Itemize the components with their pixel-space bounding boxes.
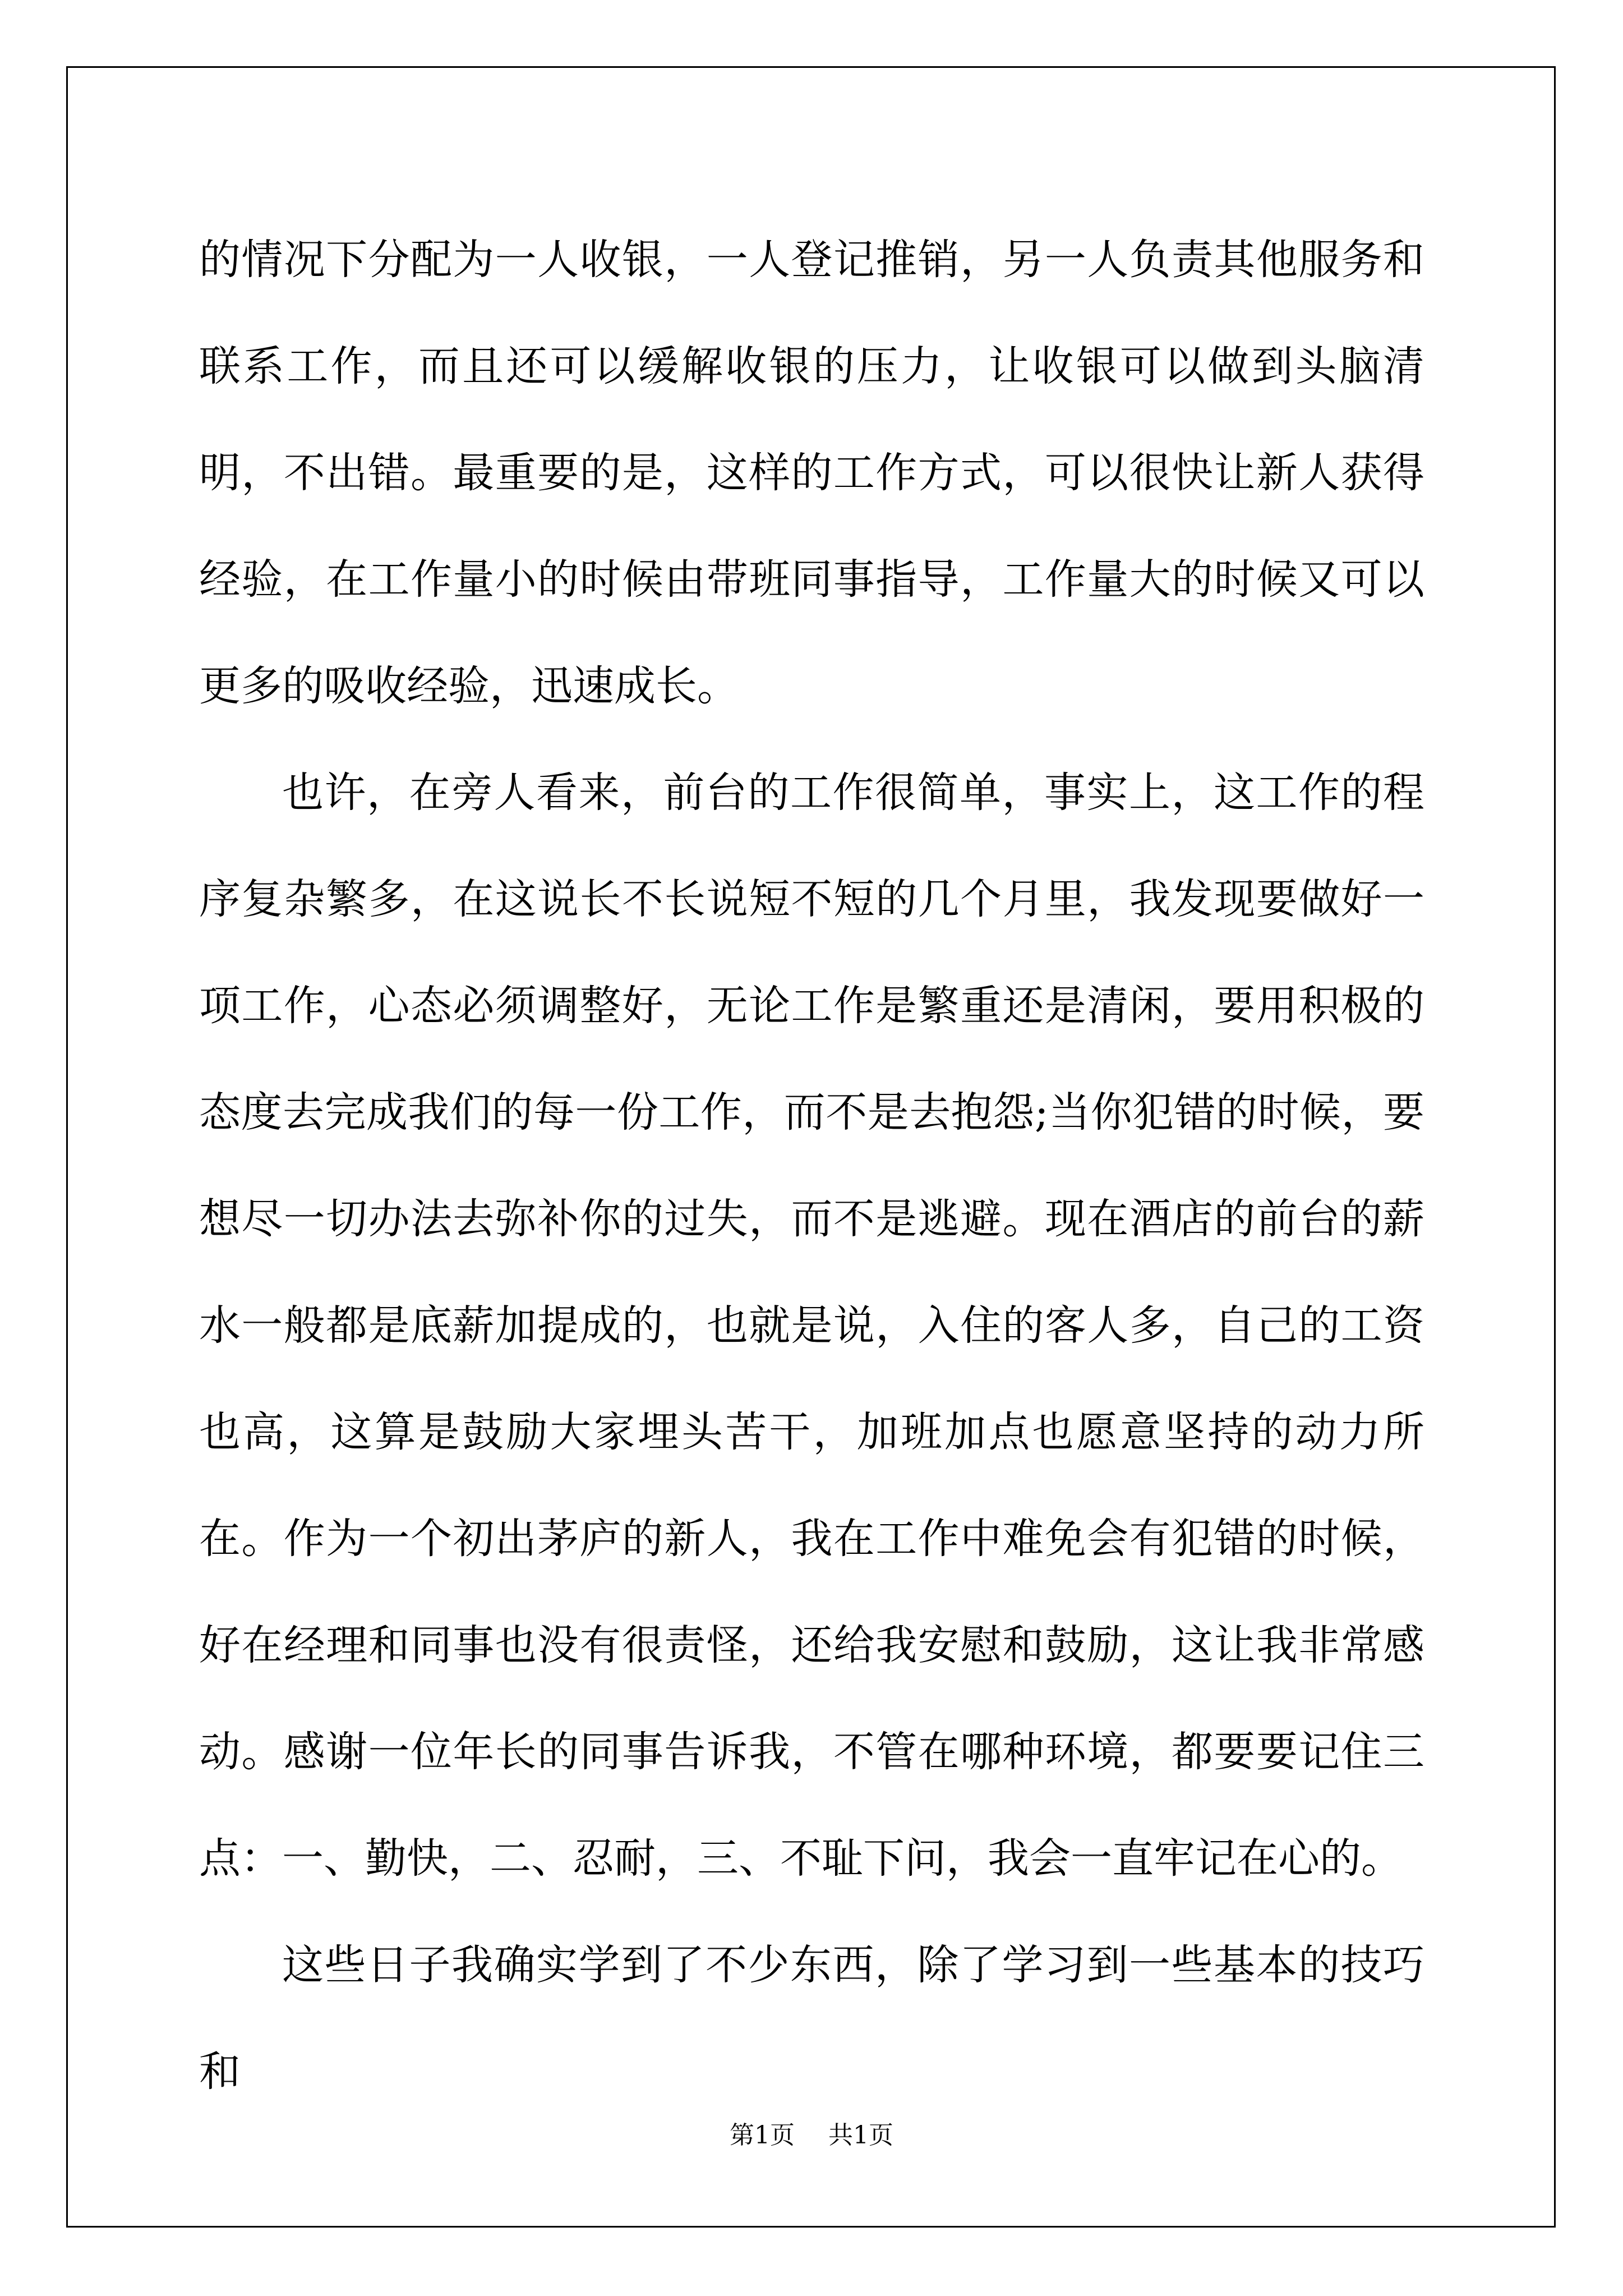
page-footer	[0, 2115, 1623, 2151]
page-number: 第1页	[730, 2121, 795, 2150]
paragraph-1: 的情况下分配为一人收银，一人登记推销，另一人负责其他服务和联系工作，而且还可以缓解收银的压力，让收银可以做到头脑清明，不出错。最重要的是，这样的工作方式，可以很快让新人获得经验，在工作量小的时候由带班同事指导，工作量大的时候又可以更多的吸收经验，迅速成长。	[199, 236, 1424, 710]
document-body	[199, 206, 1424, 2125]
page-total: 共1页	[828, 2121, 893, 2150]
paragraph-2: 也许，在旁人看来，前台的工作很简单，事实上，这工作的程序复杂繁多，在这说长不长说短不短的几个月里，我发现要做好一项工作，心态必须调整好，无论工作是繁重还是清闲，要用积极的态度去完成我们的每一份工作，而不是去抱怨;当你犯错的时候，要想尽一切办法去弥补你的过失，而不是逃避。现在酒店的前台的薪水一般都是底薪加提成的，也就是说，入住的客人多，自己的工资也高，这算是鼓励大家埋头苦干，加班加点也愿意坚持的动力所在。作为一个初出茅庐的新人，我在工作中难免会有犯错的时候，好在经理和同事也没有很责怪，还给我安慰和鼓励，这让我非常感动。感谢一位年长的同事告诉我，不管在哪种环境，都要要记住三点：一、勤快，二、忍耐，三、不耻下问，我会一直牢记在心的。	[199, 769, 1424, 1883]
paragraph-3: 这些日子我确实学到了不少东西，除了学习到一些基本的技巧和	[199, 1941, 1424, 2096]
